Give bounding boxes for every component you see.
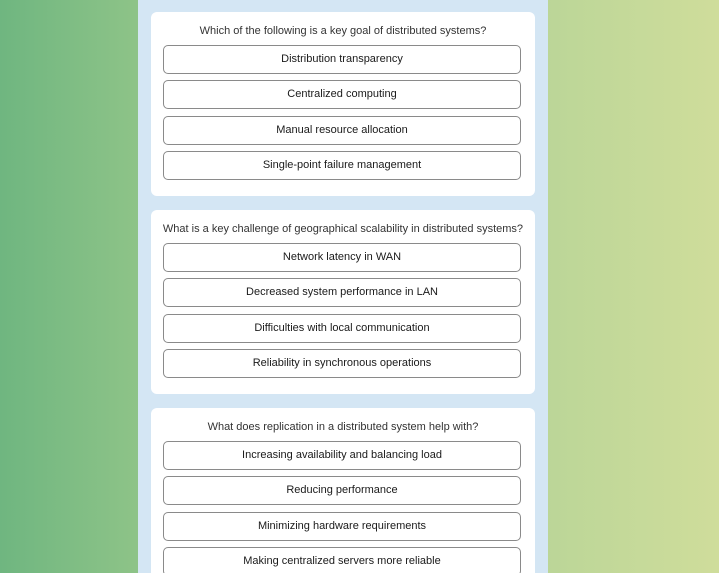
question-text: What does replication in a distributed system help with?: [207, 421, 479, 433]
quiz-column: [138, 0, 548, 573]
question-card: [151, 210, 535, 394]
answer-option[interactable]: Network latency in WAN: [163, 243, 521, 272]
answer-option[interactable]: Difficulties with local communication: [163, 314, 521, 343]
answer-option[interactable]: Reliability in synchronous operations: [163, 349, 521, 378]
answer-option[interactable]: Minimizing hardware requirements: [163, 512, 521, 541]
question-text: What is a key challenge of geographical scalability in distributed systems?: [162, 223, 524, 235]
question-text: Which of the following is a key goal of distributed systems?: [199, 25, 487, 37]
answer-option[interactable]: Increasing availability and balancing load: [163, 441, 521, 470]
answer-option[interactable]: Decreased system performance in LAN: [163, 278, 521, 307]
answer-option[interactable]: Making centralized servers more reliable: [163, 547, 521, 573]
answer-option[interactable]: Distribution transparency: [163, 45, 521, 74]
question-card: [151, 408, 535, 573]
question-card: [151, 12, 535, 196]
answer-option[interactable]: Single-point failure management: [163, 151, 521, 180]
answer-option[interactable]: Manual resource allocation: [163, 116, 521, 145]
answer-option[interactable]: Centralized computing: [163, 80, 521, 109]
answer-option[interactable]: Reducing performance: [163, 476, 521, 505]
